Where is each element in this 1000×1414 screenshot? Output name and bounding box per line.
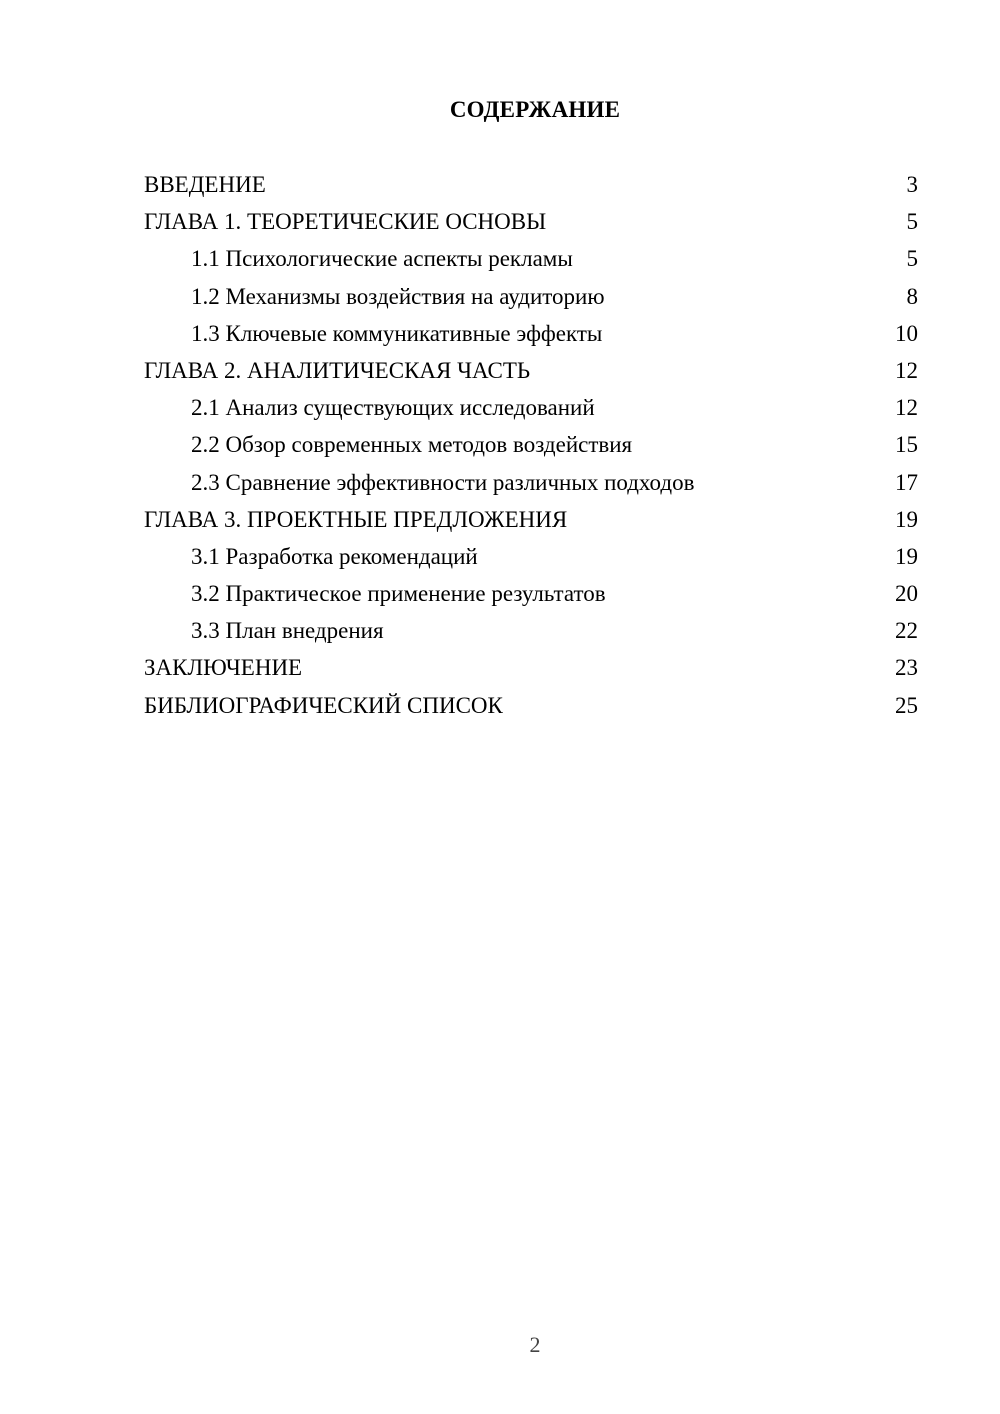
toc-entry <box>144 501 918 538</box>
toc-entry <box>144 464 918 501</box>
toc-entry-page: 12 <box>895 395 918 421</box>
toc-entry-page: 5 <box>906 209 918 235</box>
toc-entry-label: 3.1 Разработка рекомендаций <box>191 543 478 569</box>
toc-entry <box>144 240 918 277</box>
toc-entry-label: БИБЛИОГРАФИЧЕСКИЙ СПИСОК <box>144 692 503 718</box>
toc-entry-label: 2.1 Анализ существующих исследований <box>191 395 595 421</box>
toc-entry-label: 1.2 Механизмы воздействия на аудиторию <box>191 283 605 309</box>
toc-entry-page: 10 <box>895 320 918 346</box>
toc-entry <box>144 575 918 612</box>
toc-entry <box>144 538 918 575</box>
toc-entry-page: 12 <box>895 357 918 383</box>
toc-entry-page: 22 <box>895 618 918 644</box>
table-of-contents <box>144 166 918 724</box>
toc-entry-label: 1.3 Ключевые коммуникативные эффекты <box>191 320 603 346</box>
toc-entry-label: 3.2 Практическое применение результатов <box>191 581 606 607</box>
toc-entry-label: 2.2 Обзор современных методов воздействия <box>191 432 633 458</box>
toc-entry <box>144 352 918 389</box>
toc-entry-label: ЗАКЛЮЧЕНИЕ <box>144 655 303 681</box>
toc-entry <box>144 612 918 649</box>
toc-entry-label: ВВЕДЕНИЕ <box>144 172 266 197</box>
page-title: СОДЕРЖАНИЕ <box>449 97 621 122</box>
toc-entry-label: 1.1 Психологические аспекты рекламы <box>191 246 573 272</box>
toc-entry <box>144 315 918 352</box>
toc-entry-label: ГЛАВА 2. АНАЛИТИЧЕСКАЯ ЧАСТЬ <box>144 357 531 383</box>
toc-entry <box>144 203 918 240</box>
toc-entry-page: 3 <box>906 172 918 197</box>
toc-entry-page: 25 <box>895 692 918 718</box>
toc-entry-label: ГЛАВА 3. ПРОЕКТНЫЕ ПРЕДЛОЖЕНИЯ <box>144 506 568 532</box>
toc-entry-page: 15 <box>895 432 918 458</box>
toc-entry-label: 2.3 Сравнение эффективности различных подходов <box>191 469 695 495</box>
toc-entry <box>144 426 918 463</box>
toc-entry-page: 19 <box>895 543 918 569</box>
toc-entry-page: 20 <box>895 581 918 607</box>
page-number: 2 <box>529 1332 541 1357</box>
toc-entry-label: 3.3 План внедрения <box>191 618 384 644</box>
toc-entry-label: ГЛАВА 1. ТЕОРЕТИЧЕСКИЕ ОСНОВЫ <box>144 209 547 235</box>
toc-entry-page: 23 <box>895 655 918 681</box>
toc-entry-page: 5 <box>906 246 918 272</box>
toc-entry-page: 19 <box>895 506 918 532</box>
toc-entry <box>144 687 918 724</box>
toc-entry <box>144 166 918 203</box>
toc-entry <box>144 389 918 426</box>
toc-entry <box>144 649 918 686</box>
toc-entry-page: 8 <box>906 283 918 309</box>
toc-entry-page: 17 <box>895 469 918 495</box>
toc-entry <box>144 278 918 315</box>
